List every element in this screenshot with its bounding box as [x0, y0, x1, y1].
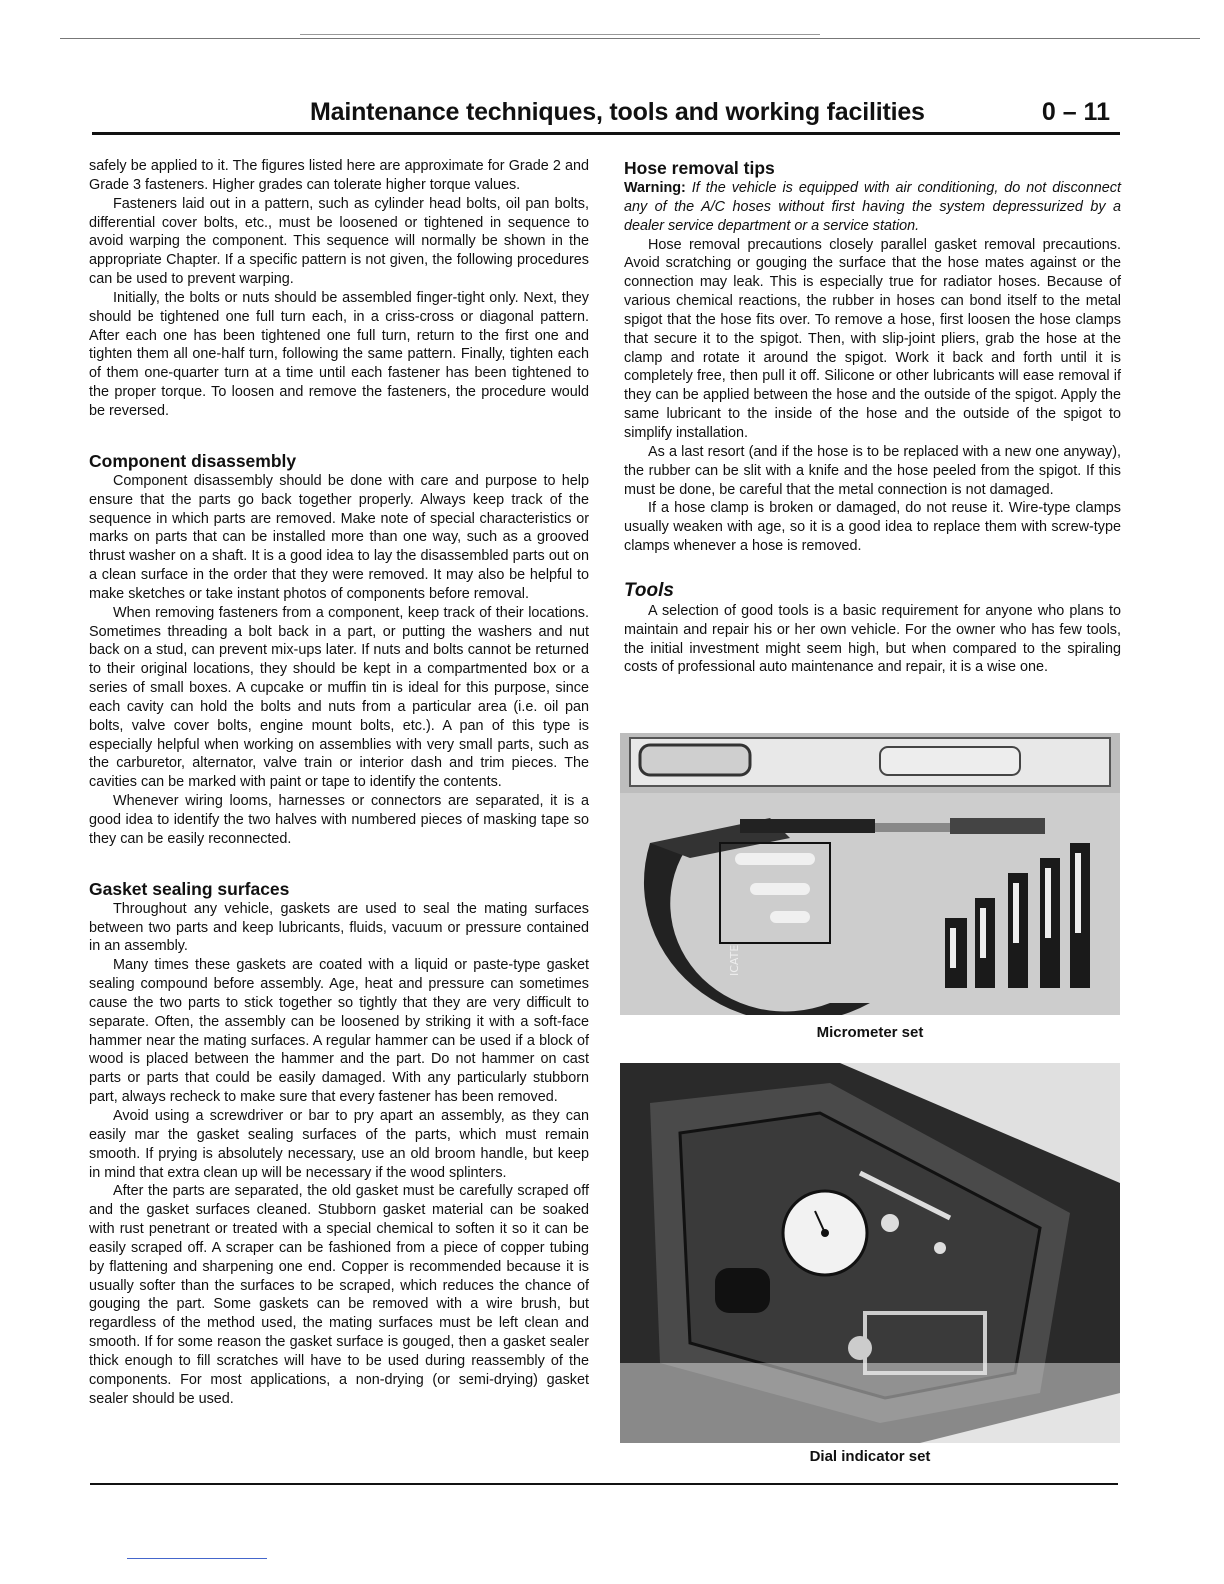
micrometer-illustration	[620, 733, 1120, 1015]
footer-rule	[90, 1483, 1118, 1485]
page-number: 0 – 11	[1041, 98, 1110, 126]
paragraph: Many times these gaskets are coated with a liquid or paste-type gasket sealing compound before assembly. Age, heat and pressure can sometimes cause the two parts to stick together so tightly that they are very difficult to separate. Often, the assembly can be loosened by striking it with a soft-face hammer near the mating surfaces. A regular hammer can be used if a block of wood is placed between the hammer and the part. Do not hammer on cast parts or parts that could be easily damaged. With any particularly stubborn part, always recheck to make sure that every fastener has been removed.	[89, 957, 589, 1106]
paragraph: Avoid using a screwdriver or bar to pry apart an assembly, as they can easily mar the gasket sealing surfaces of the parts, which must remain smooth. If prying is absolutely necessary, use an old broom handle, but keep in mind that extra clean up will be necessary if the wood splinters.	[89, 1107, 589, 1181]
section-heading: Tools	[624, 579, 674, 601]
paragraph: safely be applied to it. The figures listed here are approximate for Grade 2 and Grade 3 fasteners. Higher grades can tolerate higher torque values.	[89, 158, 589, 193]
paragraph: Whenever wiring looms, harnesses or connectors are separated, it is a good idea to identify the two halves with numbered pieces of masking tape so they can be easily reconnected.	[89, 793, 589, 847]
paragraph: Initially, the bolts or nuts should be assembled finger-tight only. Next, they should be tightened one full turn each, in a criss-cross or diagonal pattern. After each one has been tightened one full turn, return to the first one and tighten them all one-half turn, following the same pattern. Finally, tighten each of them one-quarter turn at a time until each fastener has been tightened to the proper torque. To loosen and remove the fasteners, the procedure would be reversed.	[89, 289, 589, 419]
warning-text: If the vehicle is equipped with air conditioning, do not disconnect any of the A/C hoses without first having the system depressurized by a dealer service department or a service station.	[624, 180, 1122, 234]
page-header	[92, 96, 1120, 135]
micrometer-set-photo	[620, 733, 1120, 1015]
section-heading: Component disassembly	[89, 450, 297, 471]
paragraph: If a hose clamp is broken or damaged, do not reuse it. Wire-type clamps usually weaken with age, so it is a good idea to replace them with screw-type clamps whenever a hose is removed.	[624, 500, 1121, 555]
warning-paragraph	[624, 179, 1121, 236]
paragraph: A selection of good tools is a basic requirement for anyone who plans to maintain and repair his or her own vehicle. For the owner who has few tools, the initial investment might seem high, but when compared to the spiraling costs of professional auto maintenance and repair, it is a wise one.	[624, 602, 1121, 676]
left-column	[89, 157, 589, 1408]
paragraph: Throughout any vehicle, gaskets are used to seal the mating surfaces between two parts and keep lubricants, fluids, vacuum or pressure contained in an assembly.	[89, 900, 589, 955]
paragraph: Fasteners laid out in a pattern, such as cylinder head bolts, oil pan bolts, differential cover bolts, etc., must be loosened or tightened in sequence to avoid warping the component. This sequence will normally be shown in the appropriate Chapter. If a specific pattern is not given, the following procedures can be used to prevent warping.	[89, 195, 589, 288]
paragraph: When removing fasteners from a component, keep track of their locations. Sometimes threading a bolt back in a part, or putting the washers and nut back on a stud, can prevent mix-ups later. If nuts and bolts cannot be returned to their original locations, they should be kept in a compartmented box or a series of small boxes. A cupcake or muffin tin is ideal for this purpose, since each cavity can hold the bolts and nuts from a particular area (i.e. oil pan bolts, valve cover bolts, engine mount bolts, etc.). A pan of this type is especially helpful when working on assemblies with very small parts, such as the carburetor, alternator, valve train or interior dash and trim pieces. The cavities can be marked with paint or tape to identify the contents.	[89, 604, 589, 791]
paragraph: Component disassembly should be done with care and purpose to help ensure that the parts go back together properly. Always keep track of the sequence in which parts are removed. Make note of special characteristics or marks on parts that can be installed more than one way, such as a grooved thrust washer on a shaft. It is a good idea to lay the disassembled parts out on a clean surface in the order that they were removed. It may also be helpful to make sketches or take instant photos of components before removal.	[89, 472, 589, 602]
paragraph: After the parts are separated, the old gasket must be carefully scraped off and the gasket surfaces cleaned. Stubborn gasket material can be soaked with rust penetrant or treated with a special chemical to soften it so it can be easily scraped off. A scraper can be fashioned from a piece of copper tubing by flattening and sharpening one end. Copper is recommended because it is usually softer than the surfaces to be scraped, which reduces the chance of gouging the part. Some gaskets can be removed with a wire brush, but regardless of the method used, the mating surfaces must be left clean and smooth. If for some reason the gasket surface is gouged, then a gasket sealer thick enough to fill scratches will have to be used during reassembly of the components. For most applications, a non-drying (or semi-drying) gasket sealer should be used.	[89, 1183, 589, 1407]
scan-artifact-line	[300, 34, 820, 35]
section-heading: Hose removal tips	[624, 158, 775, 178]
figure-caption: Micrometer set	[816, 1024, 924, 1041]
paragraph: Hose removal precautions closely parallel gasket removal precautions. Avoid scratching or gouging the surface that the hose mates against or the connection may leak. This is especially true for radiator hoses. Because of various chemical reactions, the rubber in hoses can bond itself to the metal spigot that the hose fits over. To remove a hose, first loosen the hose clamps that secure it to the spigot. Then, with slip-joint pliers, grab the hose at the clamp and rotate it around the spigot. Work it back and forth until it is completely free, then pull it off. Silicone or other lubricants will ease removal if they can be applied between the hose and the outside of the spigot. Apply the same lubricant to the inside of the hose and the outside of the spigot to simplify installation.	[624, 236, 1121, 441]
dial-indicator-set-photo	[620, 1063, 1120, 1443]
right-column	[624, 157, 1121, 677]
section-heading: Gasket sealing surfaces	[89, 878, 290, 899]
warning-label: Warning:	[624, 180, 686, 196]
footer-link-line	[127, 1558, 267, 1559]
page-title: Maintenance techniques, tools and working facilities	[310, 98, 925, 126]
scan-artifact-line	[60, 38, 1200, 39]
figure-caption: Dial indicator set	[809, 1448, 931, 1465]
dial-indicator-illustration	[620, 1063, 1120, 1443]
micrometer-stamp: ICATE	[728, 944, 741, 976]
paragraph: As a last resort (and if the hose is to be replaced with a new one anyway), the rubber can be slit with a knife and the hose peeled from the spigot. If this must be done, be careful that the metal connection is not damaged.	[624, 443, 1121, 498]
